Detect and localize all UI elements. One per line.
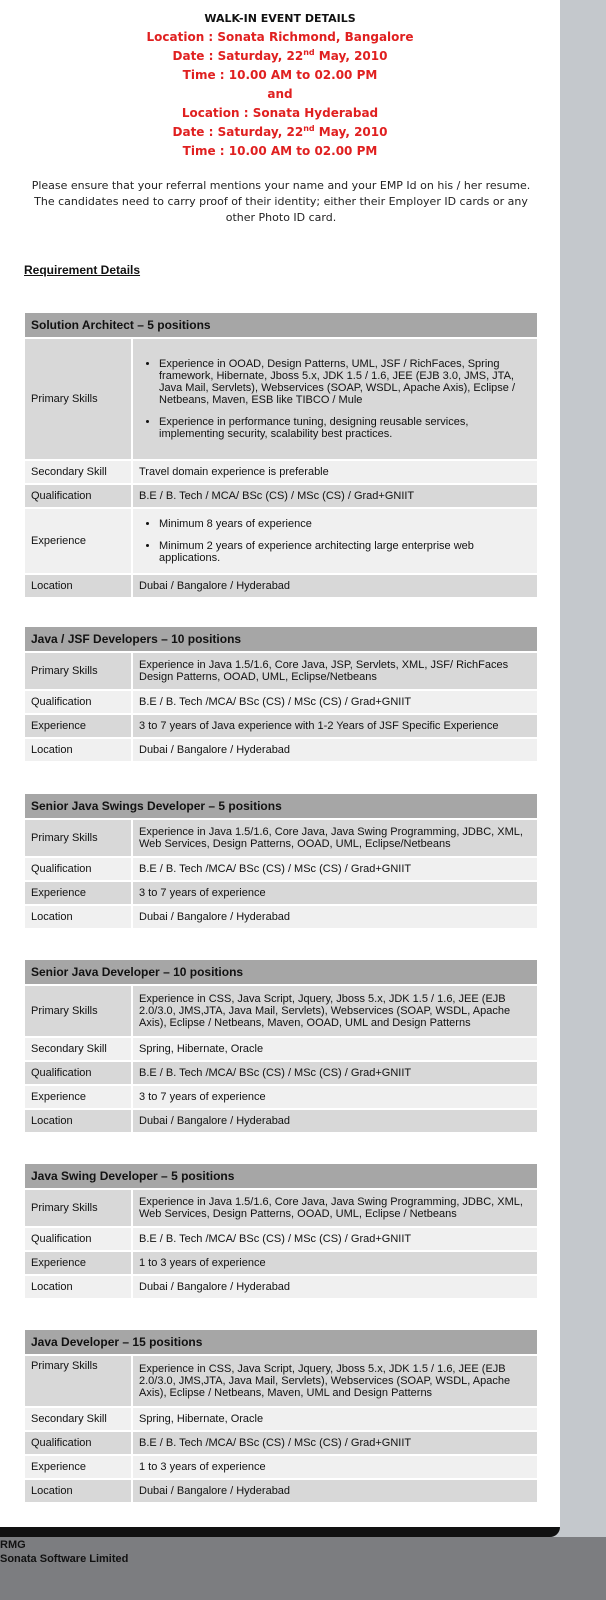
table-row bbox=[25, 652, 537, 690]
row-value: B.E / B. Tech /MCA/ BSc (CS) / MSc (CS) / Grad+GNIIT bbox=[132, 857, 537, 881]
row-label: Experience bbox=[25, 881, 132, 905]
row-label: Location bbox=[25, 1479, 132, 1503]
event-title: WALK-IN EVENT DETAILS bbox=[204, 12, 356, 25]
table-row bbox=[25, 484, 537, 508]
row-label: Location bbox=[25, 1109, 132, 1133]
row-label: Location bbox=[25, 905, 132, 929]
experience-list bbox=[139, 518, 531, 564]
job-table-java-jsf-developers bbox=[25, 627, 537, 763]
page-bottom-shadow bbox=[0, 1527, 560, 1537]
footer-company: Sonata Software Limited bbox=[0, 1553, 129, 1565]
table-row bbox=[25, 1037, 537, 1061]
row-label: Experience bbox=[25, 1085, 132, 1109]
job-title: Senior Java Developer – 10 positions bbox=[25, 960, 537, 985]
primary-skills-list bbox=[139, 358, 531, 440]
row-value: Spring, Hibernate, Oracle bbox=[132, 1037, 537, 1061]
row-label: Qualification bbox=[25, 1227, 132, 1251]
event-location-2: Location : Sonata Hyderabad bbox=[181, 106, 379, 120]
row-value: Experience in CSS, Java Script, Jquery, Jboss 5.x, JDK 1.5 / 1.6, JEE (EJB 2.0/3.0, JMS,JTA, Java Mail, Servlets), Webservices (SOAP, WSDL, Apache Axis), Eclipse / Netbeans, Maven, UML and Design Patterns bbox=[132, 1355, 537, 1407]
referral-notice: Please ensure that your referral mentions your name and your EMP Id on his / her resume. The candidates need to carry proof of their identity; either their Employer ID cards or any other Photo ID card. bbox=[31, 179, 531, 224]
row-value bbox=[132, 508, 537, 574]
list-item: • Minimum 8 years of experience bbox=[159, 518, 531, 530]
table-row bbox=[25, 690, 537, 714]
row-label: Qualification bbox=[25, 857, 132, 881]
row-value: Travel domain experience is preferable bbox=[132, 460, 537, 484]
table-row bbox=[25, 460, 537, 484]
table-row bbox=[25, 714, 537, 738]
table-row bbox=[25, 338, 537, 460]
row-value: Dubai / Bangalore / Hyderabad bbox=[132, 1275, 537, 1299]
row-value: Experience in CSS, Java Script, Jquery, Jboss 5.x, JDK 1.5 / 1.6, JEE (EJB 2.0/3.0, JMS,JTA, Java Mail, Servlets), Webservices (SOAP, WSDL, Apache Axis), Eclipse / Netbeans, Maven, OOAD, UML and Design Patterns bbox=[132, 985, 537, 1037]
row-label: Location bbox=[25, 574, 132, 598]
job-table-solution-architect bbox=[25, 313, 537, 599]
table-row bbox=[25, 1431, 537, 1455]
list-item: • Minimum 2 years of experience architecting large enterprise web applications. bbox=[159, 540, 531, 564]
table-row bbox=[25, 1109, 537, 1133]
table-row bbox=[25, 1251, 537, 1275]
row-value: 3 to 7 years of Java experience with 1-2 Years of JSF Specific Experience bbox=[132, 714, 537, 738]
row-label: Qualification bbox=[25, 1061, 132, 1085]
row-value: Experience in Java 1.5/1.6, Core Java, Java Swing Programming, JDBC, XML, Web Services, Design Patterns, OOAD, UML, Eclipse/Netbeans bbox=[132, 819, 537, 857]
event-date-1: Date : Saturday, 22nd May, 2010 bbox=[172, 48, 388, 63]
row-label: Secondary Skill bbox=[25, 460, 132, 484]
row-value: Dubai / Bangalore / Hyderabad bbox=[132, 1109, 537, 1133]
row-label: Secondary Skill bbox=[25, 1407, 132, 1431]
job-title: Java Swing Developer – 5 positions bbox=[25, 1164, 537, 1189]
row-label: Experience bbox=[25, 1455, 132, 1479]
row-value: B.E / B. Tech /MCA/ BSc (CS) / MSc (CS) / Grad+GNIIT bbox=[132, 690, 537, 714]
event-and: and bbox=[267, 87, 293, 101]
row-label: Secondary Skill bbox=[25, 1037, 132, 1061]
job-table-senior-java-developer bbox=[25, 960, 537, 1134]
table-row bbox=[25, 1479, 537, 1503]
row-value bbox=[132, 338, 537, 460]
row-label: Experience bbox=[25, 1251, 132, 1275]
table-row bbox=[25, 819, 537, 857]
job-table-java-swing-developer bbox=[25, 1164, 537, 1300]
row-value: Dubai / Bangalore / Hyderabad bbox=[132, 738, 537, 762]
row-value: Dubai / Bangalore / Hyderabad bbox=[132, 1479, 537, 1503]
table-row bbox=[25, 1227, 537, 1251]
job-title: Solution Architect – 5 positions bbox=[25, 313, 537, 338]
footer-line-1: RMG bbox=[0, 1539, 26, 1551]
row-value: B.E / B. Tech / MCA/ BSc (CS) / MSc (CS) / Grad+GNIIT bbox=[132, 484, 537, 508]
table-row bbox=[25, 905, 537, 929]
row-value: 3 to 7 years of experience bbox=[132, 1085, 537, 1109]
row-value: Spring, Hibernate, Oracle bbox=[132, 1407, 537, 1431]
table-row bbox=[25, 1355, 537, 1407]
event-time-1: Time : 10.00 AM to 02.00 PM bbox=[182, 68, 378, 82]
table-row bbox=[25, 1407, 537, 1431]
row-value: B.E / B. Tech /MCA/ BSc (CS) / MSc (CS) / Grad+GNIIT bbox=[132, 1431, 537, 1455]
table-row bbox=[25, 1275, 537, 1299]
table-row bbox=[25, 738, 537, 762]
table-row bbox=[25, 508, 537, 574]
row-value: Dubai / Bangalore / Hyderabad bbox=[132, 574, 537, 598]
row-label: Primary Skills bbox=[25, 652, 132, 690]
row-value: Experience in Java 1.5/1.6, Core Java, JSP, Servlets, XML, JSF/ RichFaces Design Patterns, OOAD, UML, Eclipse/Netbeans bbox=[132, 652, 537, 690]
list-item: • Experience in performance tuning, designing reusable services, implementing security, scalability best practices. bbox=[159, 416, 531, 440]
table-row bbox=[25, 1061, 537, 1085]
event-date-2: Date : Saturday, 22nd May, 2010 bbox=[172, 124, 388, 139]
job-table-java-developer bbox=[25, 1330, 537, 1504]
row-value: 3 to 7 years of experience bbox=[132, 881, 537, 905]
job-title: Java / JSF Developers – 10 positions bbox=[25, 627, 537, 652]
job-title: Senior Java Swings Developer – 5 positions bbox=[25, 794, 537, 819]
row-label: Primary Skills bbox=[25, 985, 132, 1037]
table-row bbox=[25, 985, 537, 1037]
row-value: 1 to 3 years of experience bbox=[132, 1455, 537, 1479]
job-table-senior-java-swings-developer bbox=[25, 794, 537, 930]
row-label: Location bbox=[25, 1275, 132, 1299]
row-label: Experience bbox=[25, 508, 132, 574]
row-label: Primary Skills bbox=[25, 1189, 132, 1227]
row-label: Primary Skills bbox=[25, 338, 132, 460]
requirement-details-heading: Requirement Details bbox=[24, 263, 141, 277]
row-value: B.E / B. Tech /MCA/ BSc (CS) / MSc (CS) / Grad+GNIIT bbox=[132, 1227, 537, 1251]
row-label: Qualification bbox=[25, 690, 132, 714]
row-value: B.E / B. Tech /MCA/ BSc (CS) / MSc (CS) / Grad+GNIIT bbox=[132, 1061, 537, 1085]
row-label: Experience bbox=[25, 714, 132, 738]
row-value: 1 to 3 years of experience bbox=[132, 1251, 537, 1275]
row-label: Qualification bbox=[25, 484, 132, 508]
event-location-1: Location : Sonata Richmond, Bangalore bbox=[146, 30, 414, 44]
table-row bbox=[25, 1189, 537, 1227]
row-value: Dubai / Bangalore / Hyderabad bbox=[132, 905, 537, 929]
row-label: Primary Skills bbox=[25, 1355, 132, 1407]
walk-in-event-details bbox=[0, 9, 560, 161]
list-item: • Experience in OOAD, Design Patterns, UML, JSF / RichFaces, Spring framework, Hibernate, Jboss 5.x, JDK 1.5 / 1.6, JEE (EJB 3.0, JMS, JTA, Java Mail, Servlets), Webservices (SOAP, WSDL, Apache Axis), Eclipse / Netbeans, Maven, ESB like TIBCO / Mule bbox=[159, 358, 531, 406]
row-label: Location bbox=[25, 738, 132, 762]
event-time-2: Time : 10.00 AM to 02.00 PM bbox=[182, 144, 378, 158]
footer bbox=[0, 1538, 128, 1566]
table-row bbox=[25, 1455, 537, 1479]
job-title: Java Developer – 15 positions bbox=[25, 1330, 537, 1355]
table-row bbox=[25, 881, 537, 905]
table-row bbox=[25, 1085, 537, 1109]
row-value: Experience in Java 1.5/1.6, Core Java, Java Swing Programming, JDBC, XML, Web Services, Design Patterns, OOAD, UML, Eclipse / Netbeans bbox=[132, 1189, 537, 1227]
row-label: Qualification bbox=[25, 1431, 132, 1455]
table-row bbox=[25, 857, 537, 881]
row-label: Primary Skills bbox=[25, 819, 132, 857]
table-row bbox=[25, 574, 537, 598]
